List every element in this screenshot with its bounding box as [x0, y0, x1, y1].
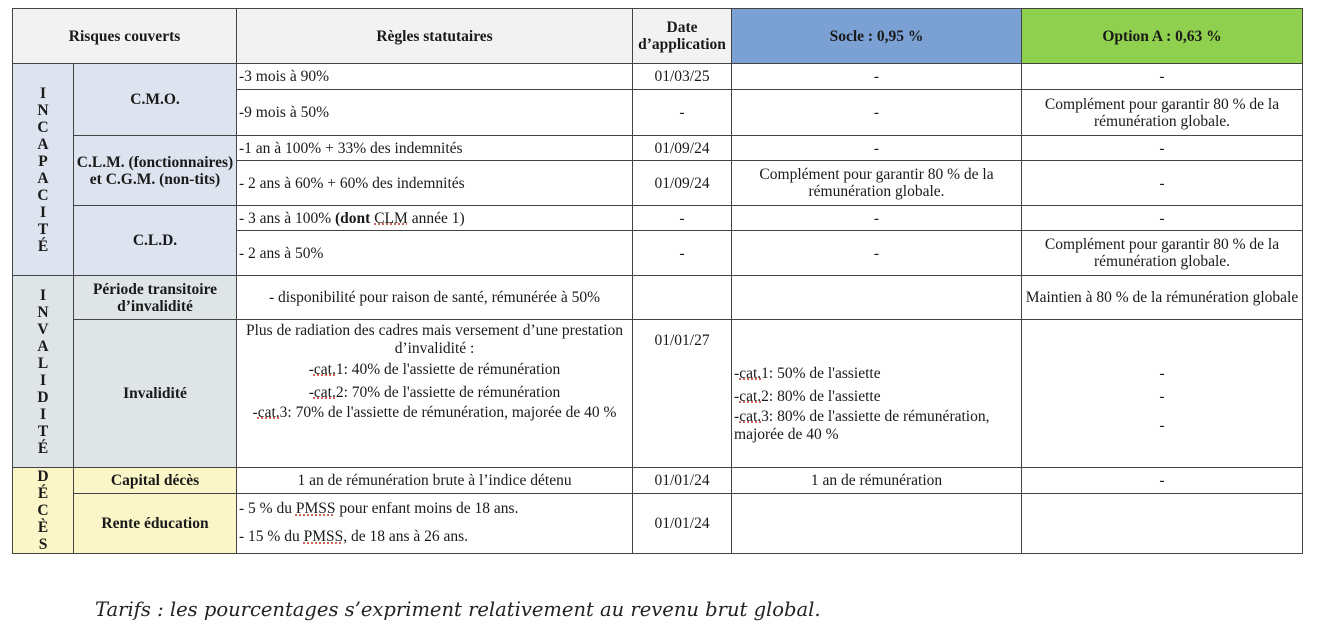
invalidite-regle-cat2: -cat.2: 70% de l'assiette de rémunération — [308, 384, 561, 401]
rente-date: 01/01/24 — [633, 493, 732, 553]
cld-label: C.L.D. — [74, 206, 237, 276]
benefits-table — [12, 8, 1303, 554]
capital-option: - — [1022, 468, 1303, 494]
invalidite-regles — [237, 320, 633, 468]
header-regles: Règles statutaires — [237, 9, 633, 64]
category-incapacite: I N C A P A C I T É — [13, 64, 74, 276]
clm-label: C.L.M. (fonctionnaires) et C.G.M. (non-tits) — [74, 136, 237, 206]
rente-line-1: - 5 % du PMSS pour enfant moins de 18 ans. — [239, 500, 519, 518]
clm-regle-1: -1 an à 100% + 33% des indemnités — [237, 136, 633, 161]
rente-option — [1022, 493, 1303, 553]
capital-label: Capital décès — [74, 468, 237, 494]
invalidite-socle-cat2: -cat.2: 80% de l'assiette — [734, 388, 881, 405]
transitoire-regle: - disponibilité pour raison de santé, rémunérée à 50% — [237, 276, 633, 320]
clm-regle-2: - 2 ans à 60% + 60% des indemnités — [237, 161, 633, 206]
rente-line-2: - 15 % du PMSS, de 18 ans à 26 ans. — [239, 528, 469, 546]
clm-socle-2: Complément pour garantir 80 % de la rémunération globale. — [732, 161, 1022, 206]
cld-option-2: Complément pour garantir 80 % de la rémunération globale. — [1022, 231, 1303, 276]
invalidite-socle-cat1: -cat.1: 50% de l'assiette — [734, 365, 881, 382]
cmo-option-1: - — [1022, 64, 1303, 90]
table-row — [13, 136, 1303, 161]
header-row — [13, 9, 1303, 64]
invalidite-regle-cat1: -cat.1: 40% de l'assiette de rémunération — [308, 361, 561, 378]
invalidite-label: Invalidité — [74, 320, 237, 468]
transitoire-option: Maintien à 80 % de la rémunération globale — [1022, 276, 1303, 320]
invalidite-date: 01/01/27 — [633, 320, 732, 468]
capital-socle: 1 an de rémunération — [732, 468, 1022, 494]
capital-regle: 1 an de rémunération brute à l’indice détenu — [237, 468, 633, 494]
header-socle: Socle : 0,95 % — [732, 9, 1022, 64]
transitoire-label: Période transitoire d’invalidité — [74, 276, 237, 320]
table-row — [13, 206, 1303, 231]
invalidite-regle-cat3: -cat.3: 70% de l'assiette de rémunération, majorée de 40 % — [252, 404, 617, 421]
cmo-date-1: 01/03/25 — [633, 64, 732, 90]
invalidite-intro: Plus de radiation des cadres mais versement d’une prestation d’invalidité : — [245, 322, 624, 357]
cld-option-1: - — [1022, 206, 1303, 231]
cmo-socle-1: - — [732, 64, 1022, 90]
capital-date: 01/01/24 — [633, 468, 732, 494]
cld-socle-2: - — [732, 231, 1022, 276]
clm-socle-1: - — [732, 136, 1022, 161]
table-row — [13, 320, 1303, 468]
cmo-option-2: Complément pour garantir 80 % de la rémunération globale. — [1022, 90, 1303, 136]
cld-regle-1: - 3 ans à 100% (dont CLM année 1) — [237, 206, 633, 231]
transitoire-date — [633, 276, 732, 320]
cld-date-1: - — [633, 206, 732, 231]
cmo-socle-2: - — [732, 90, 1022, 136]
clm-option-1: - — [1022, 136, 1303, 161]
footnote: Tarifs : les pourcentages s’expriment relativement au revenu brut global. — [95, 598, 821, 621]
table-row — [13, 468, 1303, 494]
cld-date-2: - — [633, 231, 732, 276]
header-risques: Risques couverts — [13, 9, 237, 64]
cld-regle-2: - 2 ans à 50% — [237, 231, 633, 276]
clm-option-2: - — [1022, 161, 1303, 206]
clm-date-1: 01/09/24 — [633, 136, 732, 161]
rente-socle — [732, 493, 1022, 553]
rente-label: Rente éducation — [74, 493, 237, 553]
transitoire-socle — [732, 276, 1022, 320]
invalidite-option: - - - — [1022, 320, 1303, 468]
table-row — [13, 493, 1303, 553]
category-invalidite: I N V A L I D I T É — [13, 276, 74, 468]
cmo-regle-1: -3 mois à 90% — [237, 64, 633, 90]
cmo-label: C.M.O. — [74, 64, 237, 136]
header-option: Option A : 0,63 % — [1022, 9, 1303, 64]
rente-regle — [237, 493, 633, 553]
cmo-date-2: - — [633, 90, 732, 136]
clm-date-2: 01/09/24 — [633, 161, 732, 206]
table-row — [13, 64, 1303, 90]
invalidite-socle — [732, 320, 1022, 468]
category-deces: D É C È S — [13, 468, 74, 554]
header-date: Date d’application — [633, 9, 732, 64]
cmo-regle-2: -9 mois à 50% — [237, 90, 633, 136]
table-row — [13, 276, 1303, 320]
cld-socle-1: - — [732, 206, 1022, 231]
invalidite-socle-cat3: -cat.3: 80% de l'assiette de rémunération, majorée de 40 % — [734, 408, 990, 443]
